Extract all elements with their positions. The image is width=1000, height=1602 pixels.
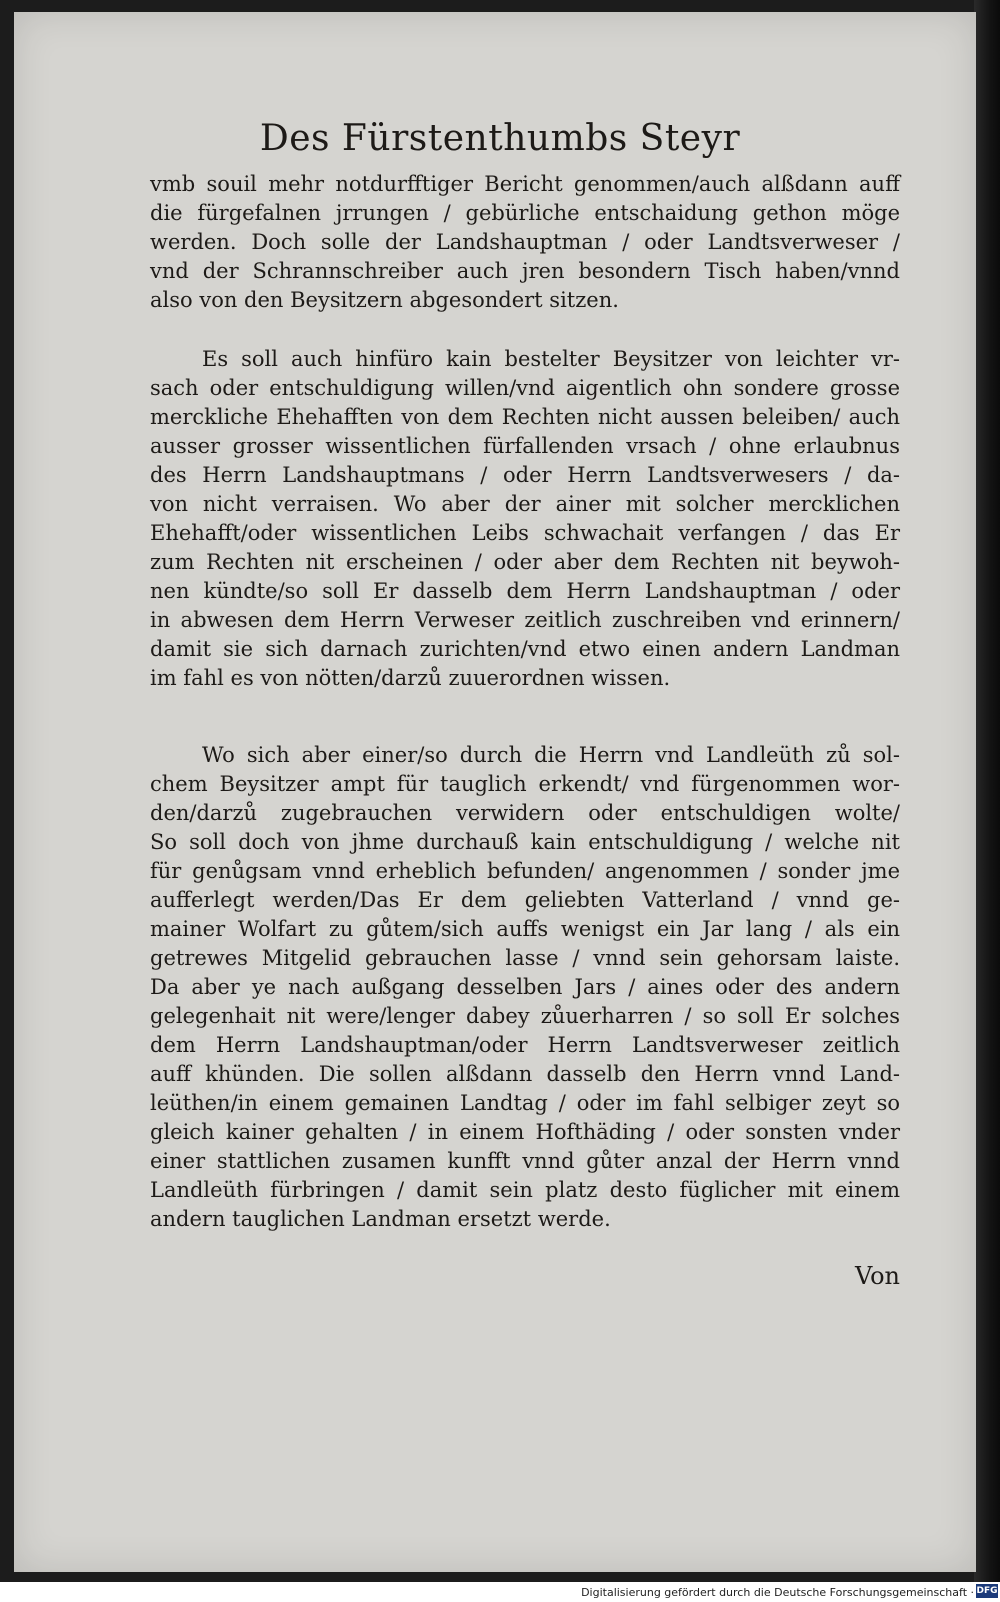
text-line: andern tauglichen Landman ersetzt werde. — [150, 1207, 611, 1231]
paragraph-3 — [150, 741, 900, 1234]
text-line: vmb souil mehr notdurfftiger Bericht genommen/auch alßdann auff — [150, 172, 900, 196]
page-edge — [974, 0, 1000, 1582]
text-line: gleich kainer gehalten / in einem Hofthäding / oder sonsten vnder — [150, 1120, 900, 1144]
text-line: zum Rechten nit erscheinen / oder aber dem Rechten nit beywoh- — [150, 550, 900, 574]
text-line: im fahl es von nötten/darzů zuuerordnen wissen. — [150, 666, 671, 690]
text-line: Wo sich aber einer/so durch die Herrn vnd Landleüth zů sol- — [202, 743, 900, 767]
text-line: Es soll auch hinfüro kain bestelter Beysitzer von leichter vr- — [202, 347, 900, 371]
dfg-logo: DFG — [976, 1586, 998, 1596]
running-head: Des Fürstenthumbs Steyr — [259, 118, 741, 159]
text-line: Landleüth fürbringen / damit sein platz desto füglicher mit einem — [150, 1178, 900, 1202]
text-line: in abwesen dem Herrn Verweser zeitlich zuschreiben vnd erinnern/ — [150, 608, 900, 632]
text-line: den/darzů zugebrauchen verwidern oder entschuldigen wolte/ — [150, 801, 900, 825]
funding-credit: Digitalisierung gefördert durch die Deutsche Forschungsgemeinschaft · — [581, 1586, 974, 1599]
text-line: chem Beysitzer ampt für tauglich erkendt/ vnd fürgenommen wor- — [150, 772, 900, 796]
text-line: aufferlegt werden/Das Er dem geliebten Vatterland / vnnd ge- — [150, 888, 900, 912]
paragraph-1 — [150, 170, 900, 315]
text-line: merckliche Ehehafften von dem Rechten nicht aussen beleiben/ auch — [150, 405, 900, 429]
text-line: einer stattlichen zusamen kunfft vnnd gůter anzal der Herrn vnnd — [150, 1149, 900, 1173]
text-line: werden. Doch solle der Landshauptman / oder Landtsverweser / — [150, 230, 900, 254]
catchword: Von — [854, 1262, 900, 1290]
text-line: also von den Beysitzern abgesondert sitzen. — [150, 288, 619, 312]
text-line: für genůgsam vnnd erheblich befunden/ angenommen / sonder jme — [150, 859, 900, 883]
text-line: So soll doch von jhme durchauß kain entschuldigung / welche nit — [150, 830, 900, 854]
text-line: Ehehafft/oder wissentlichen Leibs schwachait verfangen / das Er — [150, 521, 900, 545]
text-line: dem Herrn Landshauptman/oder Herrn Landtsverweser zeitlich — [150, 1033, 900, 1057]
text-line: des Herrn Landshauptmans / oder Herrn Landtsverwesers / da- — [150, 463, 900, 487]
text-line: damit sie sich darnach zurichten/vnd etwo einen andern Landman — [150, 637, 900, 661]
text-line: Da aber ye nach außgang desselben Jars / aines oder des andern — [150, 975, 900, 999]
text-line: sach oder entschuldigung willen/vnd aigentlich ohn sondere grosse — [150, 376, 900, 400]
text-line: mainer Wolfart zu gůtem/sich auffs wenigst ein Jar lang / als ein — [150, 917, 900, 941]
text-line: auff khünden. Die sollen alßdann dasselb den Herrn vnnd Land- — [150, 1062, 900, 1086]
text-line: leüthen/in einem gemainen Landtag / oder im fahl selbiger zeyt so — [150, 1091, 900, 1115]
text-line: die fürgefalnen jrrungen / gebürliche entschaidung gethon möge — [150, 201, 900, 225]
text-line: von nicht verraisen. Wo aber der ainer mit solcher mercklichen — [150, 492, 900, 516]
paragraph-2 — [150, 345, 900, 693]
text-line: vnd der Schrannschreiber auch jren besondern Tisch haben/vnnd — [150, 259, 900, 283]
text-line: ausser grosser wissentlichen fürfallenden vrsach / ohne erlaubnus — [150, 434, 900, 458]
text-line: nen kündte/so soll Er dasselb dem Herrn Landshauptman / oder — [150, 579, 900, 603]
text-line: gelegenhait nit were/lenger dabey zůuerharren / so soll Er solches — [150, 1004, 900, 1028]
text-line: getrewes Mitgelid gebrauchen lasse / vnnd sein gehorsam laiste. — [150, 946, 900, 970]
